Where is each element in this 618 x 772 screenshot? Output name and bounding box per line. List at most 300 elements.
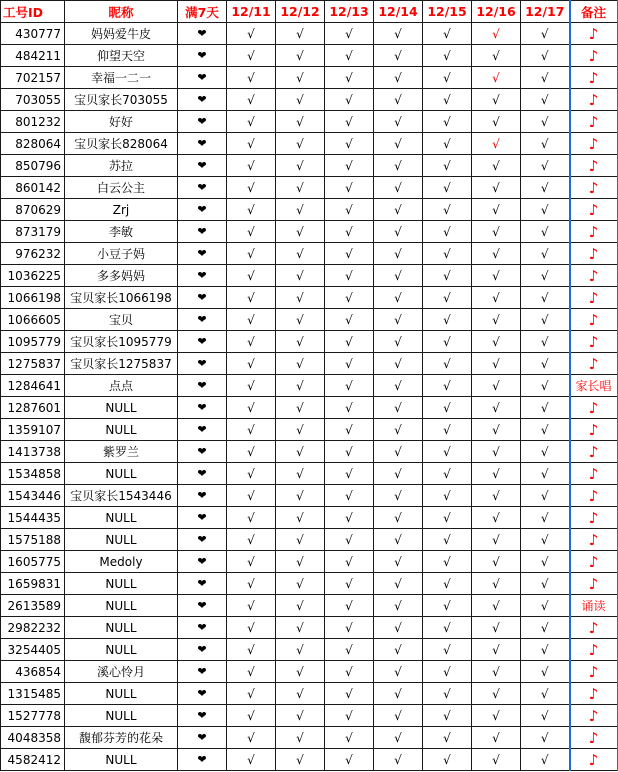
user-id-cell: 4048358 (1, 727, 65, 749)
check-mark-icon: √ (521, 639, 570, 661)
check-mark-icon: √ (521, 353, 570, 375)
heart-icon: ❤ (178, 199, 227, 221)
check-mark-icon: √ (374, 529, 423, 551)
table-row (1, 639, 618, 661)
nickname-cell: 馥郁芬芳的花朵 (65, 727, 178, 749)
check-mark-icon: √ (227, 45, 276, 67)
nickname-cell: Medoly (65, 551, 178, 573)
music-note-icon: ♪ (570, 89, 618, 111)
check-mark-icon: √ (325, 617, 374, 639)
heart-icon: ❤ (178, 375, 227, 397)
check-mark-icon: √ (374, 287, 423, 309)
check-mark-icon: √ (472, 529, 521, 551)
heart-icon: ❤ (178, 309, 227, 331)
check-mark-icon: √ (374, 639, 423, 661)
check-mark-icon: √ (325, 507, 374, 529)
music-note-icon: ♪ (570, 23, 618, 45)
user-id-cell: 4582412 (1, 749, 65, 771)
user-id-cell: 828064 (1, 133, 65, 155)
check-mark-icon: √ (472, 265, 521, 287)
check-mark-icon: √ (472, 419, 521, 441)
check-mark-icon: √ (374, 705, 423, 727)
check-mark-icon: √ (374, 749, 423, 771)
table-row (1, 199, 618, 221)
nickname-cell: 溪心怜月 (65, 661, 178, 683)
check-mark-icon: √ (423, 397, 472, 419)
table-row (1, 573, 618, 595)
nickname-cell: 白云公主 (65, 177, 178, 199)
music-note-icon: ♪ (570, 353, 618, 375)
header-full-7-days: 满7天 (178, 1, 227, 23)
check-mark-icon: √ (276, 155, 325, 177)
header-date-1216: 12/16 (472, 1, 521, 23)
check-mark-icon: √ (227, 397, 276, 419)
check-mark-icon: √ (521, 221, 570, 243)
check-mark-icon: √ (521, 375, 570, 397)
check-mark-icon: √ (325, 199, 374, 221)
heart-icon: ❤ (178, 353, 227, 375)
check-mark-icon: √ (325, 441, 374, 463)
check-mark-icon: √ (325, 419, 374, 441)
check-mark-icon: √ (521, 551, 570, 573)
user-id-cell: 1575188 (1, 529, 65, 551)
check-mark-icon: √ (472, 463, 521, 485)
check-mark-icon: √ (276, 485, 325, 507)
heart-icon: ❤ (178, 595, 227, 617)
check-mark-icon: √ (472, 639, 521, 661)
check-mark-icon: √ (276, 661, 325, 683)
check-mark-icon: √ (374, 67, 423, 89)
check-mark-icon: √ (227, 573, 276, 595)
check-mark-icon: √ (227, 23, 276, 45)
music-note-icon: ♪ (570, 221, 618, 243)
heart-icon: ❤ (178, 727, 227, 749)
music-note-icon: ♪ (570, 243, 618, 265)
check-mark-icon: √ (227, 375, 276, 397)
check-mark-icon: √ (227, 507, 276, 529)
check-mark-icon: √ (423, 353, 472, 375)
table-row (1, 155, 618, 177)
music-note-icon: ♪ (570, 617, 618, 639)
check-mark-icon: √ (423, 375, 472, 397)
user-id-cell: 1066605 (1, 309, 65, 331)
nickname-cell: 李敏 (65, 221, 178, 243)
music-note-icon: ♪ (570, 111, 618, 133)
music-note-icon: ♪ (570, 287, 618, 309)
check-mark-icon: √ (374, 595, 423, 617)
table-row (1, 375, 618, 397)
table-row (1, 507, 618, 529)
check-mark-icon: √ (325, 221, 374, 243)
table-row (1, 705, 618, 727)
user-id-cell: 1659831 (1, 573, 65, 595)
table-row (1, 397, 618, 419)
user-id-cell: 436854 (1, 661, 65, 683)
check-mark-icon: √ (423, 661, 472, 683)
music-note-icon: ♪ (570, 639, 618, 661)
check-mark-icon: √ (472, 67, 521, 89)
check-mark-icon: √ (521, 199, 570, 221)
check-mark-icon: √ (472, 573, 521, 595)
check-mark-icon: √ (423, 727, 472, 749)
check-mark-icon: √ (521, 23, 570, 45)
nickname-cell: NULL (65, 749, 178, 771)
music-note-icon: ♪ (570, 397, 618, 419)
music-note-icon: ♪ (570, 485, 618, 507)
check-mark-icon: √ (374, 111, 423, 133)
check-mark-icon: √ (276, 331, 325, 353)
check-mark-icon: √ (276, 243, 325, 265)
check-mark-icon: √ (325, 89, 374, 111)
heart-icon: ❤ (178, 111, 227, 133)
table-row (1, 331, 618, 353)
heart-icon: ❤ (178, 749, 227, 771)
check-mark-icon: √ (521, 177, 570, 199)
music-note-icon: ♪ (570, 507, 618, 529)
nickname-cell: 幸福一二一 (65, 67, 178, 89)
user-id-cell: 870629 (1, 199, 65, 221)
check-mark-icon: √ (374, 419, 423, 441)
check-mark-icon: √ (423, 265, 472, 287)
check-mark-icon: √ (276, 177, 325, 199)
user-id-cell: 1315485 (1, 683, 65, 705)
check-mark-icon: √ (521, 661, 570, 683)
check-mark-icon: √ (472, 485, 521, 507)
check-mark-icon: √ (227, 441, 276, 463)
heart-icon: ❤ (178, 617, 227, 639)
nickname-cell: 宝贝家长1066198 (65, 287, 178, 309)
heart-icon: ❤ (178, 23, 227, 45)
table-row (1, 727, 618, 749)
check-mark-icon: √ (472, 221, 521, 243)
check-mark-icon: √ (276, 683, 325, 705)
check-mark-icon: √ (423, 617, 472, 639)
check-mark-icon: √ (521, 265, 570, 287)
header-date-1215: 12/15 (423, 1, 472, 23)
music-note-icon: ♪ (570, 331, 618, 353)
check-mark-icon: √ (325, 265, 374, 287)
heart-icon: ❤ (178, 265, 227, 287)
table-row (1, 265, 618, 287)
check-mark-icon: √ (472, 617, 521, 639)
heart-icon: ❤ (178, 89, 227, 111)
check-mark-icon: √ (276, 573, 325, 595)
check-mark-icon: √ (423, 683, 472, 705)
check-mark-icon: √ (423, 441, 472, 463)
music-note-icon: ♪ (570, 419, 618, 441)
check-mark-icon: √ (227, 639, 276, 661)
table-body (1, 23, 618, 771)
check-mark-icon: √ (325, 485, 374, 507)
table-row (1, 419, 618, 441)
check-mark-icon: √ (276, 199, 325, 221)
check-mark-icon: √ (472, 705, 521, 727)
check-mark-icon: √ (374, 661, 423, 683)
check-mark-icon: √ (227, 727, 276, 749)
check-mark-icon: √ (276, 287, 325, 309)
check-mark-icon: √ (325, 705, 374, 727)
header-date-1217: 12/17 (521, 1, 570, 23)
table-row (1, 595, 618, 617)
check-mark-icon: √ (374, 485, 423, 507)
check-mark-icon: √ (423, 23, 472, 45)
heart-icon: ❤ (178, 507, 227, 529)
check-mark-icon: √ (423, 507, 472, 529)
user-id-cell: 1066198 (1, 287, 65, 309)
heart-icon: ❤ (178, 221, 227, 243)
nickname-cell: NULL (65, 419, 178, 441)
check-mark-icon: √ (325, 397, 374, 419)
table-row (1, 309, 618, 331)
check-mark-icon: √ (325, 45, 374, 67)
check-mark-icon: √ (227, 661, 276, 683)
check-mark-icon: √ (276, 397, 325, 419)
check-mark-icon: √ (276, 595, 325, 617)
check-mark-icon: √ (374, 199, 423, 221)
table-row (1, 23, 618, 45)
header-nickname: 昵称 (65, 1, 178, 23)
header-remarks: 备注 (570, 1, 618, 23)
check-mark-icon: √ (325, 375, 374, 397)
user-id-cell: 2613589 (1, 595, 65, 617)
nickname-cell: 宝贝 (65, 309, 178, 331)
check-mark-icon: √ (325, 573, 374, 595)
check-mark-icon: √ (276, 463, 325, 485)
check-mark-icon: √ (374, 617, 423, 639)
user-id-cell: 1544435 (1, 507, 65, 529)
check-mark-icon: √ (423, 463, 472, 485)
heart-icon: ❤ (178, 573, 227, 595)
table-row (1, 133, 618, 155)
check-mark-icon: √ (227, 243, 276, 265)
music-note-icon: ♪ (570, 177, 618, 199)
table-row (1, 485, 618, 507)
nickname-cell: 点点 (65, 375, 178, 397)
nickname-cell: 仰望天空 (65, 45, 178, 67)
check-mark-icon: √ (276, 375, 325, 397)
heart-icon: ❤ (178, 67, 227, 89)
check-mark-icon: √ (227, 331, 276, 353)
check-mark-icon: √ (423, 177, 472, 199)
check-mark-icon: √ (325, 331, 374, 353)
check-mark-icon: √ (521, 485, 570, 507)
nickname-cell: 妈妈爱牛皮 (65, 23, 178, 45)
table-row (1, 463, 618, 485)
check-mark-icon: √ (423, 705, 472, 727)
check-mark-icon: √ (325, 177, 374, 199)
heart-icon: ❤ (178, 155, 227, 177)
music-note-icon: ♪ (570, 199, 618, 221)
user-id-cell: 1275837 (1, 353, 65, 375)
check-mark-icon: √ (227, 67, 276, 89)
check-mark-icon: √ (374, 573, 423, 595)
check-mark-icon: √ (521, 749, 570, 771)
check-mark-icon: √ (374, 727, 423, 749)
check-mark-icon: √ (521, 243, 570, 265)
table-row (1, 353, 618, 375)
user-id-cell: 1359107 (1, 419, 65, 441)
check-mark-icon: √ (227, 177, 276, 199)
user-id-cell: 430777 (1, 23, 65, 45)
check-mark-icon: √ (325, 463, 374, 485)
check-mark-icon: √ (374, 155, 423, 177)
check-mark-icon: √ (227, 133, 276, 155)
user-id-cell: 1605775 (1, 551, 65, 573)
heart-icon: ❤ (178, 639, 227, 661)
check-mark-icon: √ (472, 441, 521, 463)
check-mark-icon: √ (423, 551, 472, 573)
check-mark-icon: √ (276, 551, 325, 573)
check-mark-icon: √ (521, 617, 570, 639)
check-mark-icon: √ (472, 397, 521, 419)
check-mark-icon: √ (472, 353, 521, 375)
check-mark-icon: √ (521, 441, 570, 463)
check-mark-icon: √ (227, 595, 276, 617)
header-date-1212: 12/12 (276, 1, 325, 23)
check-mark-icon: √ (227, 221, 276, 243)
heart-icon: ❤ (178, 441, 227, 463)
table-row (1, 45, 618, 67)
check-mark-icon: √ (521, 287, 570, 309)
check-mark-icon: √ (276, 441, 325, 463)
check-mark-icon: √ (423, 749, 472, 771)
remark-text: 家长唱 (570, 375, 618, 397)
check-mark-icon: √ (374, 243, 423, 265)
check-mark-icon: √ (276, 111, 325, 133)
check-mark-icon: √ (521, 155, 570, 177)
check-mark-icon: √ (472, 375, 521, 397)
check-mark-icon: √ (276, 419, 325, 441)
check-mark-icon: √ (423, 309, 472, 331)
music-note-icon: ♪ (570, 463, 618, 485)
check-mark-icon: √ (521, 529, 570, 551)
check-mark-icon: √ (276, 89, 325, 111)
check-mark-icon: √ (472, 749, 521, 771)
check-mark-icon: √ (374, 45, 423, 67)
user-id-cell: 1527778 (1, 705, 65, 727)
check-mark-icon: √ (472, 199, 521, 221)
check-mark-icon: √ (472, 177, 521, 199)
check-mark-icon: √ (521, 133, 570, 155)
heart-icon: ❤ (178, 45, 227, 67)
nickname-cell: NULL (65, 683, 178, 705)
check-mark-icon: √ (227, 683, 276, 705)
music-note-icon: ♪ (570, 661, 618, 683)
user-id-cell: 850796 (1, 155, 65, 177)
nickname-cell: Zrj (65, 199, 178, 221)
user-id-cell: 702157 (1, 67, 65, 89)
table-row (1, 287, 618, 309)
check-mark-icon: √ (276, 529, 325, 551)
check-mark-icon: √ (276, 639, 325, 661)
nickname-cell: 紫罗兰 (65, 441, 178, 463)
nickname-cell: 宝贝家长1275837 (65, 353, 178, 375)
check-mark-icon: √ (423, 155, 472, 177)
check-mark-icon: √ (521, 683, 570, 705)
check-mark-icon: √ (227, 705, 276, 727)
check-mark-icon: √ (423, 89, 472, 111)
check-mark-icon: √ (374, 441, 423, 463)
check-mark-icon: √ (325, 661, 374, 683)
nickname-cell: NULL (65, 705, 178, 727)
check-mark-icon: √ (276, 705, 325, 727)
check-mark-icon: √ (423, 45, 472, 67)
nickname-cell: NULL (65, 507, 178, 529)
check-mark-icon: √ (227, 309, 276, 331)
check-mark-icon: √ (521, 67, 570, 89)
check-mark-icon: √ (423, 199, 472, 221)
check-mark-icon: √ (472, 89, 521, 111)
check-mark-icon: √ (423, 595, 472, 617)
check-mark-icon: √ (472, 551, 521, 573)
user-id-cell: 1287601 (1, 397, 65, 419)
user-id-cell: 1284641 (1, 375, 65, 397)
check-mark-icon: √ (276, 221, 325, 243)
music-note-icon: ♪ (570, 309, 618, 331)
check-mark-icon: √ (423, 221, 472, 243)
check-mark-icon: √ (521, 507, 570, 529)
nickname-cell: 多多妈妈 (65, 265, 178, 287)
check-mark-icon: √ (374, 133, 423, 155)
heart-icon: ❤ (178, 287, 227, 309)
check-mark-icon: √ (227, 265, 276, 287)
check-mark-icon: √ (374, 309, 423, 331)
check-mark-icon: √ (521, 727, 570, 749)
heart-icon: ❤ (178, 463, 227, 485)
table-row (1, 661, 618, 683)
check-mark-icon: √ (227, 155, 276, 177)
check-mark-icon: √ (423, 485, 472, 507)
check-mark-icon: √ (521, 89, 570, 111)
table-row (1, 111, 618, 133)
header-row (1, 1, 618, 23)
header-date-1213: 12/13 (325, 1, 374, 23)
check-mark-icon: √ (374, 177, 423, 199)
music-note-icon: ♪ (570, 133, 618, 155)
check-mark-icon: √ (423, 67, 472, 89)
check-mark-icon: √ (521, 111, 570, 133)
music-note-icon: ♪ (570, 265, 618, 287)
check-mark-icon: √ (472, 133, 521, 155)
check-mark-icon: √ (374, 331, 423, 353)
check-mark-icon: √ (472, 45, 521, 67)
check-mark-icon: √ (472, 155, 521, 177)
header-date-1211: 12/11 (227, 1, 276, 23)
user-id-cell: 873179 (1, 221, 65, 243)
check-mark-icon: √ (521, 45, 570, 67)
check-mark-icon: √ (325, 639, 374, 661)
check-mark-icon: √ (227, 749, 276, 771)
heart-icon: ❤ (178, 397, 227, 419)
check-mark-icon: √ (472, 23, 521, 45)
check-mark-icon: √ (374, 23, 423, 45)
check-mark-icon: √ (276, 133, 325, 155)
check-mark-icon: √ (325, 287, 374, 309)
check-mark-icon: √ (227, 551, 276, 573)
user-id-cell: 1534858 (1, 463, 65, 485)
nickname-cell: 苏拉 (65, 155, 178, 177)
check-mark-icon: √ (423, 419, 472, 441)
check-mark-icon: √ (325, 529, 374, 551)
music-note-icon: ♪ (570, 749, 618, 771)
check-mark-icon: √ (276, 67, 325, 89)
header-date-1214: 12/14 (374, 1, 423, 23)
nickname-cell: 宝贝家长703055 (65, 89, 178, 111)
check-mark-icon: √ (423, 133, 472, 155)
heart-icon: ❤ (178, 243, 227, 265)
nickname-cell: NULL (65, 463, 178, 485)
check-mark-icon: √ (325, 727, 374, 749)
